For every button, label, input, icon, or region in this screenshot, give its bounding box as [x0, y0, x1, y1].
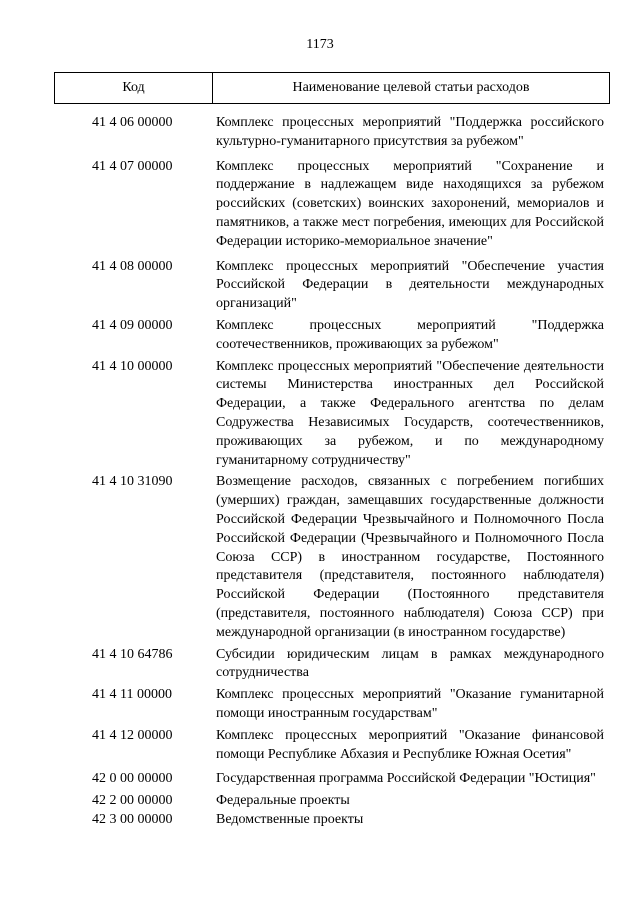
row-code: 41 4 08 00000: [92, 258, 173, 274]
row-code: 42 0 00 00000: [92, 771, 173, 787]
row-code: 42 3 00 00000: [92, 811, 173, 827]
header-name: Наименование целевой статьи расходов: [292, 80, 530, 95]
row-code: 41 4 06 00000: [92, 115, 173, 130]
row-name: Комплекс процессных мероприятий "Обеспечение деятельности системы Министерства иностранных дел Российской Федерации, а также Федерального агентства по делам Содружества Независимых Государств, соотечественников, проживающих за рубежом, и по международному гуманитарному сотрудничеству": [216, 358, 604, 468]
row-code: 41 4 10 00000: [92, 358, 173, 374]
row-name: Комплекс процессных мероприятий "Поддержка соотечественников, проживающих за рубежом": [216, 317, 604, 352]
table-row: [54, 686, 610, 724]
row-code: 41 4 09 00000: [92, 317, 173, 333]
row-name: Комплекс процессных мероприятий "Оказание финансовой помощи Республике Абхазия и Республике Южная Осетия": [216, 727, 604, 762]
row-code: 42 2 00 00000: [92, 793, 173, 809]
table-row: [54, 114, 610, 152]
page-number: 1173: [306, 37, 334, 52]
row-code: 41 4 11 00000: [92, 687, 172, 703]
header-code: Код: [55, 73, 213, 103]
row-name: Государственная программа Российской Федерации "Юстиция": [216, 771, 596, 787]
row-name: Комплекс процессных мероприятий "Поддержка российского культурно-гуманитарного присутствия за рубежом": [216, 115, 604, 149]
table-row: [54, 646, 610, 684]
table-header: [54, 72, 610, 104]
row-code: 41 4 12 00000: [92, 727, 173, 743]
table-row: [54, 770, 610, 789]
row-code: 41 4 07 00000: [92, 158, 173, 174]
row-name: Возмещение расходов, связанных с погребением погибших (умерших) граждан, замещавших государственные должности Российской Федерации Чрезвычайного и Полномочного Посла Российской Федерации (Чрезвычайного и Полномочного Посла Союза ССР) в иностранном государстве, Постоянного представителя (представителя, постоянного наблюдателя) Российской Федерации (Постоянного представителя (представителя, постоянного наблюдателя) Союза ССР) при международной организации (в иностранном государстве): [216, 474, 604, 640]
row-code: 41 4 10 31090: [92, 474, 173, 490]
table-row: [54, 158, 610, 252]
row-name: Комплекс процессных мероприятий "Обеспечение участия Российской Федерации в деятельности международных организаций": [216, 258, 604, 312]
row-name: Субсидии юридическим лицам в рамках международного сотрудничества: [216, 646, 604, 681]
row-name: Ведомственные проекты: [216, 811, 364, 827]
table-row: [54, 811, 610, 830]
table-row: [54, 358, 610, 471]
table-row: [54, 317, 610, 355]
table-body: [54, 114, 610, 830]
table-row: [54, 792, 610, 811]
table-row: [54, 727, 610, 765]
row-name: Комплекс процессных мероприятий "Сохранение и поддержание в надлежащем виде находящихся за рубежом российских (советских) воинских захоронений, мемориалов и памятников, а также мест погребения, имеющих для Российской Федерации историко-мемориальное значение": [216, 158, 604, 249]
table-row: [54, 258, 610, 314]
row-name: Федеральные проекты: [216, 793, 350, 809]
row-code: 41 4 10 64786: [92, 646, 173, 662]
row-name: Комплекс процессных мероприятий "Оказание гуманитарной помощи иностранным государствам": [216, 687, 604, 721]
table-row: [54, 473, 610, 642]
